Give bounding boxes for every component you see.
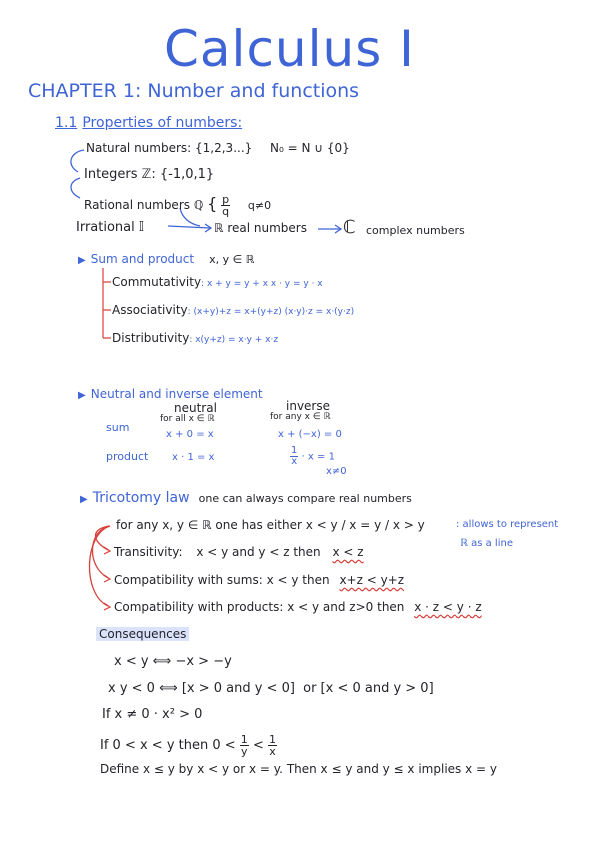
- page-title: Calculus I: [164, 20, 415, 78]
- sum-product-tree: [103, 268, 111, 338]
- consequence-4-frac2: [268, 734, 277, 757]
- rational-fraction: [221, 194, 230, 217]
- product-neutral: x · 1 = x: [172, 452, 215, 463]
- sum-product-vars: x, y ∈ ℝ: [209, 253, 255, 266]
- integers: Integers ℤ: {-1,0,1}: [84, 167, 215, 182]
- compat-sums-row: [114, 573, 404, 587]
- distributivity-label: Distributivity: [112, 331, 190, 345]
- rational-denominator: q: [222, 205, 230, 218]
- transitivity-result: x < z: [332, 545, 364, 559]
- section-number: 1.1: [55, 115, 78, 131]
- frac2-denominator: x: [269, 745, 276, 758]
- sum-product-heading: [78, 248, 254, 267]
- product-inverse-numerator: 1: [291, 445, 298, 456]
- compat-products-label: Compatibility with products:: [114, 600, 284, 614]
- associativity-formula: : (x+y)+z = x+(y+z) (x·y)·z = x·(y·z): [187, 307, 355, 317]
- sum-neutral: x + 0 = x: [166, 429, 214, 440]
- product-inverse: [290, 446, 335, 467]
- transitivity-row: [114, 545, 364, 559]
- transitivity-label: Transitivity:: [114, 545, 183, 559]
- consequence-4a: If 0 < x < y then 0 <: [100, 738, 236, 753]
- triangle-bullet-icon: ▶: [78, 390, 86, 401]
- distributivity-formula: : x(y+z) = x·y + x·z: [189, 335, 279, 345]
- chapter-heading: CHAPTER 1: Number and functions: [28, 80, 360, 102]
- rational-numbers: [84, 194, 271, 217]
- compat-products-result: x · z < y · z: [414, 600, 482, 614]
- consequence-1: x < y ⟺ −x > −y: [114, 654, 232, 669]
- distributivity-row: [112, 331, 278, 345]
- consequence-4: [100, 734, 277, 757]
- consequence-2a: x y < 0 ⟺ [x > 0 and y < 0]: [108, 681, 295, 696]
- consequence-2: [108, 681, 434, 696]
- sum-inverse: x + (−x) = 0: [278, 429, 342, 440]
- rational-brace: {: [207, 194, 218, 213]
- rational-condition: q≠0: [247, 199, 272, 212]
- consequences-heading: Consequences: [96, 627, 189, 641]
- consequence-3: If x ≠ 0 · x² > 0: [102, 707, 203, 722]
- complex-numbers: complex numbers: [366, 224, 465, 237]
- commutativity-row: [112, 275, 323, 289]
- section-title: Properties of numbers:: [82, 115, 243, 131]
- tricotomy-title: Tricotomy law: [92, 490, 190, 506]
- neutral-inverse-title: Neutral and inverse element: [90, 387, 263, 401]
- consequence-4-lt: <: [252, 738, 264, 753]
- set-inclusion-arrow-1: [71, 150, 84, 172]
- neutral-inverse-heading: [78, 383, 263, 402]
- triangle-bullet-icon: ▶: [80, 494, 88, 505]
- natural-numbers: Natural numbers: {1,2,3...}: [86, 141, 253, 155]
- col-inverse: inverse: [286, 399, 330, 413]
- real-numbers: ℝ real numbers: [214, 221, 307, 235]
- tricotomy-subtitle: one can always compare real numbers: [198, 492, 412, 505]
- tricotomy-statement: for any x, y ∈ ℝ one has either x < y / x = y / x > y: [116, 518, 425, 532]
- tricotomy-note-2: ℝ as a line: [460, 538, 513, 549]
- compat-products-row: [114, 600, 482, 614]
- compat-sums-label: Compatibility with sums:: [114, 573, 263, 587]
- product-inverse-condition: x≠0: [326, 466, 347, 477]
- compat-sums-result: x+z < y+z: [339, 573, 405, 587]
- rational-numerator: p: [222, 193, 230, 206]
- set-inclusion-arrow-2: [71, 178, 80, 198]
- complex-symbol: ℂ: [343, 217, 356, 238]
- section-heading: [55, 112, 242, 131]
- triangle-bullet-icon: ▶: [78, 255, 86, 266]
- consequence-4-frac1: [240, 734, 249, 757]
- tricotomy-heading: [80, 487, 412, 506]
- associativity-label: Associativity: [112, 303, 188, 317]
- sum-product-title: Sum and product: [90, 252, 195, 266]
- consequence-5: Define x ≤ y by x < y or x = y. Then x ≤ y and y ≤ x implies x = y: [100, 762, 497, 776]
- col-inverse-sub: for any x ∈ ℝ: [270, 412, 331, 422]
- tricotomy-brace-3: [89, 526, 110, 606]
- row-product-label: product: [106, 450, 149, 463]
- commutativity-label: Commutativity: [112, 275, 202, 289]
- commutativity-formula: : x + y = y + x x · y = y · x: [201, 279, 323, 289]
- irrational-to-real-arrow: [168, 226, 210, 228]
- compat-sums-rule: x < y then: [266, 573, 330, 587]
- rational-label: Rational numbers ℚ: [84, 198, 204, 212]
- row-sum-label: sum: [106, 421, 130, 434]
- col-neutral: neutral: [174, 401, 217, 415]
- frac1-numerator: 1: [240, 733, 248, 746]
- compat-products-rule: x < y and z>0 then: [287, 600, 405, 614]
- natural-zero: N₀ = N ∪ {0}: [270, 141, 350, 155]
- irrational-numbers: Irrational 𝕀: [76, 220, 144, 235]
- transitivity-rule: x < y and y < z then: [196, 545, 321, 559]
- frac2-numerator: 1: [268, 733, 276, 746]
- product-inverse-denominator: x: [291, 456, 298, 467]
- tricotomy-note-1: : allows to represent: [456, 519, 559, 530]
- col-neutral-sub: for all x ∈ ℝ: [160, 414, 215, 424]
- associativity-row: [112, 303, 354, 317]
- consequence-2b: or [x < 0 and y > 0]: [303, 681, 434, 696]
- product-inverse-rest: · x = 1: [301, 451, 335, 463]
- product-inverse-fraction: [290, 446, 298, 467]
- frac1-denominator: y: [241, 745, 248, 758]
